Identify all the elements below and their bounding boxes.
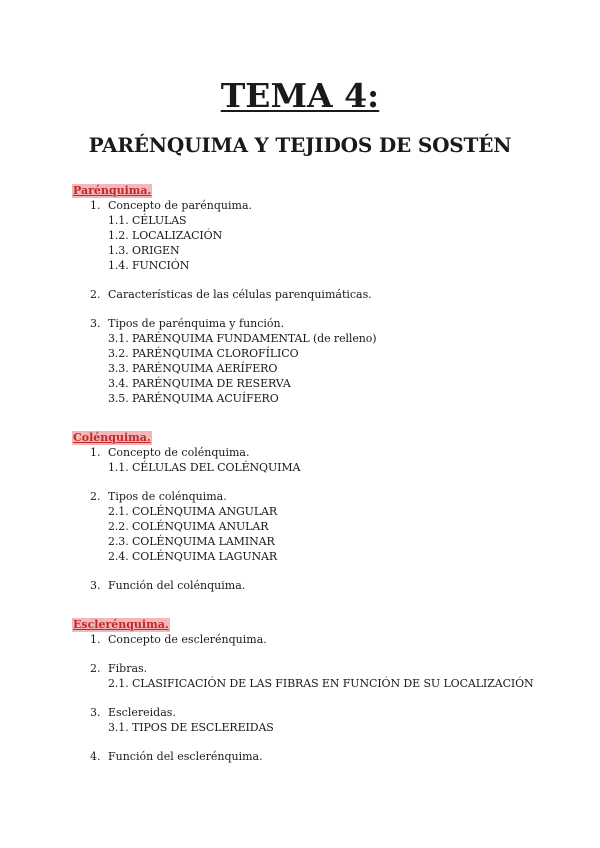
item-number: 1.	[90, 446, 101, 459]
sub-item: 3.2. PARÉNQUIMA CLOROFÍLICO	[108, 347, 299, 360]
list-item	[90, 705, 572, 735]
sub-item: 1.1. CÉLULAS	[108, 214, 187, 227]
item-text: Concepto de colénquima.	[108, 446, 250, 459]
item-text: Concepto de esclerénquima.	[108, 633, 267, 646]
item-number: 3.	[90, 706, 101, 719]
sub-item: 1.2. LOCALIZACIÓN	[108, 229, 223, 242]
list-item	[90, 661, 572, 691]
sub-item: 1.3. ORIGEN	[108, 244, 180, 257]
section-esclerenquima	[72, 617, 572, 764]
sub-item: 3.1. PARÉNQUIMA FUNDAMENTAL (de relleno)	[108, 332, 377, 345]
section-heading: Colénquima.	[73, 431, 151, 444]
list-item	[90, 489, 572, 564]
item-text: Función del colénquima.	[108, 579, 246, 592]
list-item	[90, 578, 572, 593]
list-item	[90, 316, 572, 406]
list-item	[90, 749, 572, 764]
item-text: Características de las células parenquimáticas.	[108, 288, 372, 301]
sub-item: 3.3. PARÉNQUIMA AERÍFERO	[108, 362, 278, 375]
sub-item: 2.2. COLÉNQUIMA ANULAR	[108, 520, 269, 533]
item-number: 1.	[90, 199, 101, 212]
page-title	[0, 76, 600, 115]
sub-item: 2.1. CLASIFICACIÓN DE LAS FIBRAS EN FUNCIÓN DE SU LOCALIZACIÓN	[108, 677, 534, 690]
list-item	[90, 445, 572, 475]
sub-item: 2.4. COLÉNQUIMA LAGUNAR	[108, 550, 278, 563]
item-text: Esclereidas.	[108, 706, 176, 719]
section-colenquima	[72, 430, 572, 593]
item-number: 1.	[90, 633, 101, 646]
page-subtitle: PARÉNQUIMA Y TEJIDOS DE SOSTÉN	[88, 133, 512, 157]
sub-item: 1.4. FUNCIÓN	[108, 259, 190, 272]
list-item	[90, 287, 572, 302]
list-item	[90, 632, 572, 647]
page-title-text: TEMA 4:	[220, 76, 380, 115]
item-text: Tipos de colénquima.	[108, 490, 227, 503]
section-parenquima	[72, 183, 572, 406]
item-text: Concepto de parénquima.	[108, 199, 253, 212]
sub-item: 1.1. CÉLULAS DEL COLÉNQUIMA	[108, 461, 301, 474]
list-item	[90, 198, 572, 273]
item-number: 2.	[90, 288, 101, 301]
sub-item: 2.3. COLÉNQUIMA LAMINAR	[108, 535, 275, 548]
item-text: Función del esclerénquima.	[108, 750, 263, 763]
item-number: 2.	[90, 662, 101, 675]
item-number: 3.	[90, 579, 101, 592]
item-number: 4.	[90, 750, 101, 763]
item-number: 2.	[90, 490, 101, 503]
section-heading: Parénquima.	[73, 184, 152, 197]
item-text: Tipos de parénquima y función.	[108, 317, 285, 330]
section-heading: Esclerénquima.	[73, 618, 169, 631]
sub-item: 3.4. PARÉNQUIMA DE RESERVA	[108, 377, 291, 390]
sub-item: 3.1. TIPOS DE ESCLEREIDAS	[108, 721, 274, 734]
sub-item: 3.5. PARÉNQUIMA ACUÍFERO	[108, 392, 279, 405]
sub-item: 2.1. COLÉNQUIMA ANGULAR	[108, 505, 278, 518]
item-number: 3.	[90, 317, 101, 330]
item-text: Fibras.	[108, 662, 148, 675]
